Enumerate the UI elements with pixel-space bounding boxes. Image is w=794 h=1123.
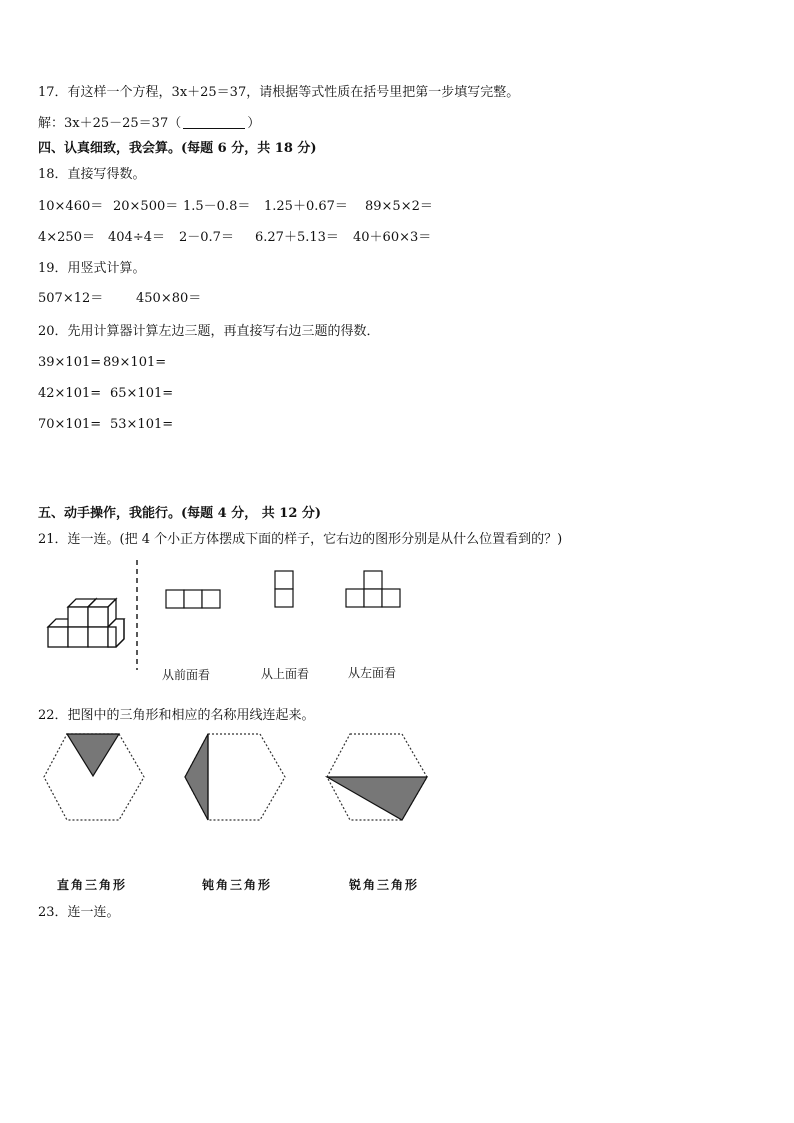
- q18-item: 40＋60×3＝: [353, 230, 432, 245]
- section5-heading: 五、动手操作，我能行。(每题 4 分， 共 12 分): [38, 506, 322, 521]
- q19-item: 507×12＝: [38, 291, 104, 306]
- q22-question: 22．把图中的三角形和相应的名称用线连起来。: [38, 708, 315, 723]
- q18-item: 404÷4＝: [108, 230, 165, 245]
- hexagon-figure-3: [325, 732, 431, 824]
- q23-question: 23．连一连。: [38, 905, 120, 920]
- q20-item: 89×101=: [103, 355, 167, 370]
- q18-item: 20×500＝: [113, 199, 179, 214]
- q17-answer-prefix: 解：3x＋25－25＝37（: [38, 116, 182, 131]
- q20-question: 20．先用计算器计算左边三题，再直接写右边三题的得数．: [38, 324, 380, 339]
- view-label-top: 从上面看: [261, 667, 310, 681]
- triangle-name-right: 直角三角形: [57, 878, 128, 892]
- triangle-name-acute: 锐角三角形: [349, 878, 420, 892]
- q19-item: 450×80＝: [136, 291, 202, 306]
- q19-question: 19．用竖式计算。: [38, 261, 146, 276]
- q17-answer-line: [38, 115, 260, 133]
- q18-item: 89×5×2＝: [365, 199, 433, 214]
- q17-question: 17．有这样一个方程，3x＋25＝37，请根据等式性质在括号里把第一步填写完整。: [38, 85, 520, 100]
- q18-item: 2－0.7＝: [179, 230, 234, 245]
- q20-item: 53×101=: [110, 417, 174, 432]
- view-label-front: 从前面看: [162, 668, 211, 682]
- q18-item: 1.25＋0.67＝: [264, 199, 348, 214]
- triangle-name-obtuse: 钝角三角形: [202, 878, 273, 892]
- front-view-figure: [165, 589, 223, 609]
- q18-item: 6.27＋5.13＝: [255, 230, 339, 245]
- q17-answer-blank[interactable]: [183, 116, 245, 129]
- q18-question: 18．直接写得数。: [38, 167, 146, 182]
- dashed-divider: [132, 560, 142, 670]
- q20-item: 42×101=: [38, 386, 102, 401]
- hexagon-figure-1: [42, 732, 148, 824]
- q21-question: 21．连一连。(把 4 个小正方体摆成下面的样子，它右边的图形分别是从什么位置看到的？): [38, 532, 563, 547]
- q18-item: 4×250＝: [38, 230, 95, 245]
- view-label-left: 从左面看: [348, 666, 397, 680]
- left-view-figure: [345, 570, 403, 610]
- q20-item: 65×101=: [110, 386, 174, 401]
- q20-item: 39×101=: [38, 355, 102, 370]
- hexagon-figure-2: [183, 732, 289, 824]
- top-view-figure: [274, 570, 296, 610]
- q18-item: 10×460＝: [38, 199, 104, 214]
- section4-heading: 四、认真细致，我会算。(每题 6 分，共 18 分): [38, 141, 317, 156]
- q18-item: 1.5－0.8＝: [183, 199, 251, 214]
- cube-stack-figure: [44, 585, 126, 667]
- q20-item: 70×101=: [38, 417, 102, 432]
- q17-answer-suffix: ）: [247, 116, 261, 131]
